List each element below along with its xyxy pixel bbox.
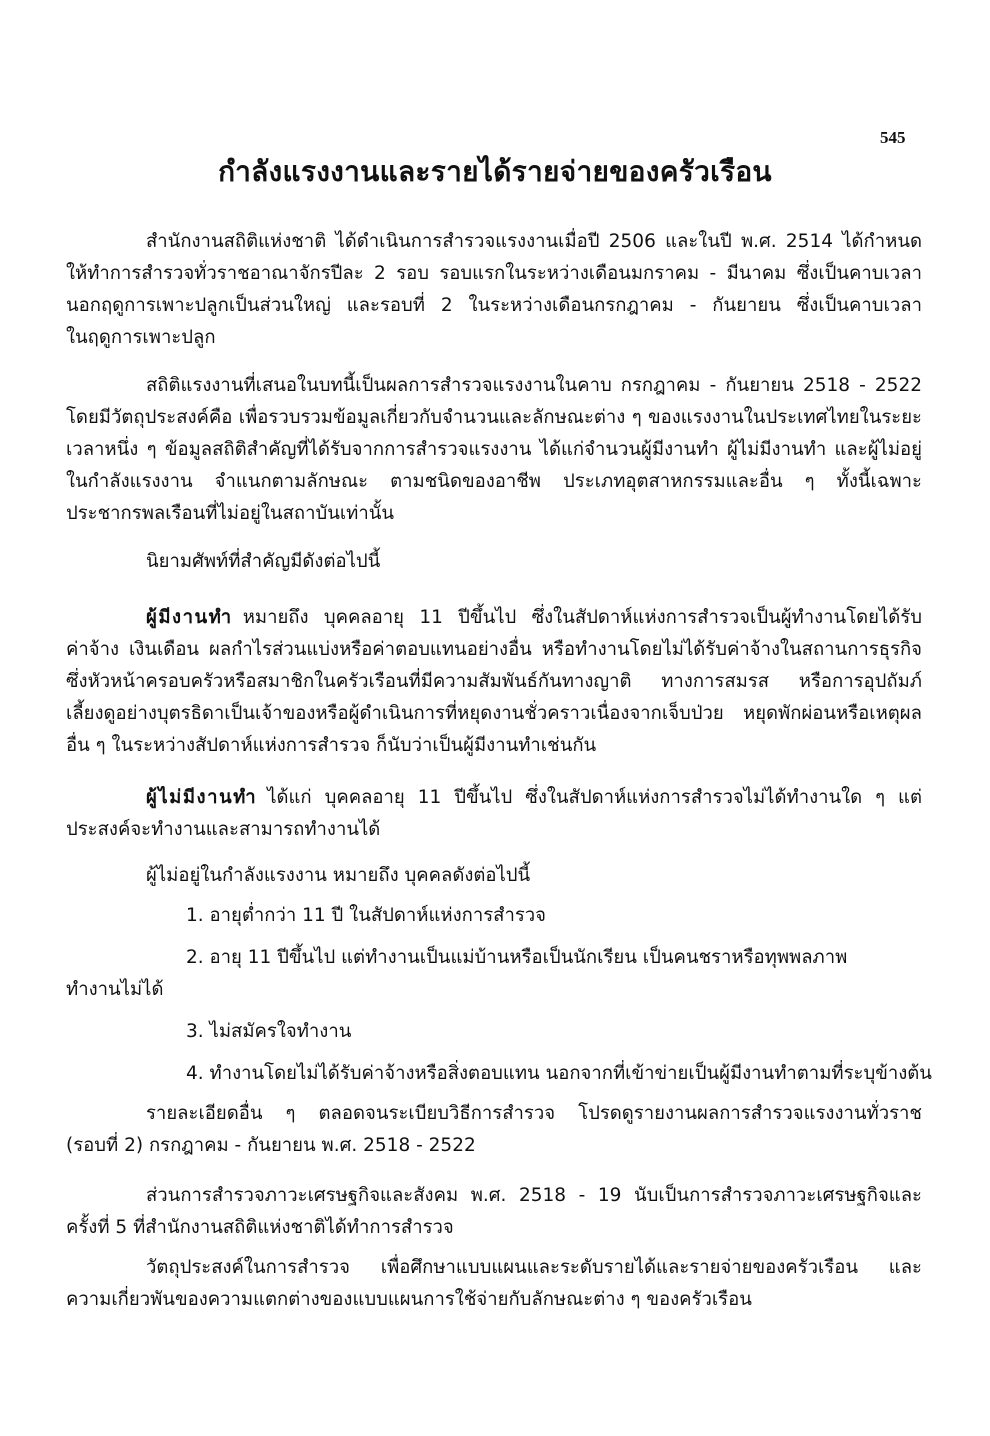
scope-paragraph: [66, 370, 922, 530]
not-in-labor-force-item: [66, 1058, 932, 1090]
socioeconomic-paragraph: [66, 1180, 922, 1244]
definitions-heading-text: นิยามศัพท์ที่สำคัญมีดังต่อไปนี้: [146, 551, 381, 572]
not-in-labor-force-item: [66, 900, 922, 932]
unemployed-definition: [66, 782, 922, 846]
details-line: รายละเอียดอื่น ๆ ตลอดจนระเบียบวิธีการสำรวจ โปรดดูรายงานผลการสำรวจแรงงานทั่วราช: [146, 1103, 922, 1124]
unemployed-line: [66, 782, 922, 814]
unemployed-line: ประสงค์จะทำงานและสามารถทำงานได้: [66, 819, 381, 840]
intro-line: ให้ทำการสำรวจทั่วราชอาณาจักรปีละ 2 รอบ รอบแรกในระหว่างเดือนมกราคม - มีนาคม ซึ่งเป็นคาบเวลา: [66, 263, 922, 284]
list-item-continuation: ทำงานไม่ได้: [66, 979, 164, 1000]
scope-line: โดยมีวัตถุประสงค์คือ เพื่อรวบรวมข้อมูลเกี่ยวกับจำนวนและลักษณะต่าง ๆ ของแรงงานในประเทศไทยในระยะ: [66, 407, 922, 428]
employed-line: อื่น ๆ ในระหว่างสัปดาห์แห่งการสำรวจ ก็นับว่าเป็นผู้มีงานทำเช่นกัน: [66, 735, 597, 756]
unemployed-line-text: ได้แก่ บุคคลอายุ 11 ปีขึ้นไป ซึ่งในสัปดาห์แห่งการสำรวจไม่ได้ทำงานใด ๆ แต่: [267, 787, 922, 808]
details-line: (รอบที่ 2) กรกฎาคม - กันยายน พ.ศ. 2518 - 2522: [66, 1135, 476, 1156]
not-in-labor-force-item: [66, 942, 922, 1006]
employed-definition: [66, 602, 922, 762]
not-in-labor-force-heading-text: ผู้ไม่อยู่ในกำลังแรงงาน หมายถึง บุคคลดังต่อไปนี้: [146, 865, 531, 886]
socioeconomic-line: ครั้งที่ 5 ที่สำนักงานสถิติแห่งชาติได้ทำการสำรวจ: [66, 1217, 454, 1238]
unemployed-term: ผู้ไม่มีงานทำ: [146, 787, 258, 808]
not-in-labor-force-item: [66, 1016, 922, 1048]
intro-paragraph: [66, 226, 922, 354]
objective-line: ความเกี่ยวพันของความแตกต่างของแบบแผนการใช้จ่ายกับลักษณะต่าง ๆ ของครัวเรือน: [66, 1289, 752, 1310]
scope-line: สถิติแรงงานที่เสนอในบทนี้เป็นผลการสำรวจแรงงานในคาบ กรกฎาคม - กันยายน 2518 - 2522: [146, 375, 922, 396]
page-title: กำลังแรงงานและรายได้รายจ่ายของครัวเรือน: [218, 155, 772, 188]
employed-line: ค่าจ้าง เงินเดือน ผลกำไรส่วนแบ่งหรือค่าตอบแทนอย่างอื่น หรือทำงานโดยไม่ได้รับค่าจ้างในสถานการธุรกิจ: [66, 639, 922, 660]
list-item: 2. อายุ 11 ปีขึ้นไป แต่ทำงานเป็นแม่บ้านหรือเป็นนักเรียน เป็นคนชราหรือทุพพลภาพ: [186, 947, 848, 968]
employed-line-text: หมายถึง บุคคลอายุ 11 ปีขึ้นไป ซึ่งในสัปดาห์แห่งการสำรวจเป็นผู้ทำงานโดยได้รับ: [242, 607, 922, 628]
employed-line: ซึ่งหัวหน้าครอบครัวหรือสมาชิกในครัวเรือนที่มีความสัมพันธ์กันทางญาติ ทางการสมรส หรือการอุปถัมภ์: [66, 671, 922, 692]
socioeconomic-line: ส่วนการสำรวจภาวะเศรษฐกิจและสังคม พ.ศ. 2518 - 19 นับเป็นการสำรวจภาวะเศรษฐกิจและ: [146, 1185, 922, 1206]
employed-term: ผู้มีงานทำ: [146, 607, 233, 628]
not-in-labor-force-heading: [66, 860, 922, 892]
list-item: 1. อายุต่ำกว่า 11 ปี ในสัปดาห์แห่งการสำรวจ: [186, 905, 547, 926]
list-item: 3. ไม่สมัครใจทำงาน: [186, 1021, 352, 1042]
objective-line: วัตถุประสงค์ในการสำรวจ เพื่อศึกษาแบบแผนและระดับรายได้และรายจ่ายของครัวเรือน และ: [146, 1257, 922, 1278]
intro-line: ในฤดูการเพาะปลูก: [66, 327, 216, 348]
objective-paragraph: [66, 1252, 922, 1316]
page-number: 545: [880, 128, 906, 147]
intro-line: สำนักงานสถิติแห่งชาติ ได้ดำเนินการสำรวจแรงงานเมื่อปี 2506 และในปี พ.ศ. 2514 ได้กำหนด: [146, 231, 922, 252]
details-paragraph: [66, 1098, 922, 1162]
scope-line: ในกำลังแรงงาน จำแนกตามลักษณะ ตามชนิดของอาชีพ ประเภทอุตสาหกรรมและอื่น ๆ ทั้งนี้เฉพาะ: [66, 471, 922, 492]
intro-line: นอกฤดูการเพาะปลูกเป็นส่วนใหญ่ และรอบที่ 2 ในระหว่างเดือนกรกฎาคม - กันยายน ซึ่งเป็นคาบเวลา: [66, 295, 922, 316]
employed-line: [66, 602, 922, 634]
scope-line: ประชากรพลเรือนที่ไม่อยู่ในสถาบันเท่านั้น: [66, 503, 395, 524]
employed-line: เลี้ยงดูอย่างบุตรธิดาเป็นเจ้าของหรือผู้ดำเนินการที่หยุดงานชั่วคราวเนื่องจากเจ็บป่วย หยุดพักผ่อนหรือเหตุผล: [66, 703, 922, 724]
scope-line: เวลาหนึ่ง ๆ ข้อมูลสถิติสำคัญที่ได้รับจากการสำรวจแรงงาน ได้แก่จำนวนผู้มีงานทำ ผู้ไม่มีงานทำ และผู้ไม่อยู่: [66, 439, 922, 460]
list-item: 4. ทำงานโดยไม่ได้รับค่าจ้างหรือสิ่งตอบแทน นอกจากที่เข้าข่ายเป็นผู้มีงานทำตามที่ระบุข้างต้น: [186, 1063, 932, 1084]
definitions-heading: [66, 546, 922, 578]
